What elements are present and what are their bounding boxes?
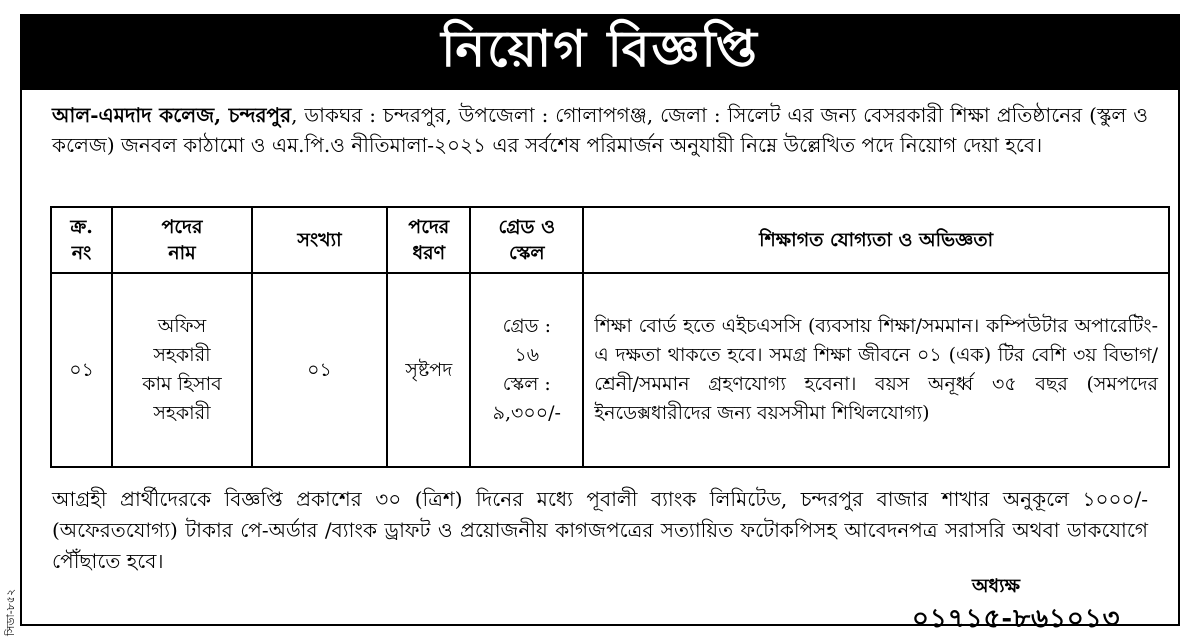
ad-title-banner — [22, 16, 1178, 90]
cell-grade-scale: গ্রেড : ১৬ স্কেল : ৯,৩০০/- — [470, 273, 583, 467]
header-serial: ক্র. নং — [51, 207, 112, 273]
header-post-type: পদের ধরণ — [387, 207, 470, 273]
cell-count: ০১ — [252, 273, 387, 467]
closing-paragraph: আগ্রহী প্রার্থীদেরকে বিজ্ঞপ্তি প্রকাশের ৩০ (ত্রিশ) দিনের মধ্যে পূবালী ব্যাংক লিমিটেড, চন্দরপুর বাজার শাখার অনুকূলে ১০০০/- (অফেরতযোগ্য) টাকার পে-অর্ডার /ব্যাংক ড্রাফট ও প্রয়োজনীয় কাগজপত্রের সত্যায়িত ফটোকপিসহ আবেদনপত্র সরাসরি অথবা ডাকযোগে পৌঁছাতে হবে। — [52, 487, 1148, 573]
header-count: সংখ্যা — [252, 207, 387, 273]
advertisement-frame — [20, 14, 1180, 634]
reference-code: সিডা-৮৫২ — [4, 588, 17, 636]
table-header-row — [51, 207, 1169, 273]
cell-post-type: সৃষ্টপদ — [387, 273, 470, 467]
institution-name: আল-এমদাদ কলেজ, চন্দরপুর — [52, 103, 292, 127]
contact-phone: ০১৭১৫-৮৬১০১৩ — [912, 604, 1121, 634]
intro-paragraph — [52, 100, 1148, 160]
ad-title: নিয়োগ বিজ্ঞপ্তি — [441, 18, 759, 78]
header-qualification: শিক্ষাগত যোগ্যতা ও অভিজ্ঞতা — [583, 207, 1169, 273]
signatory-title: অধ্যক্ষ — [972, 575, 1021, 597]
cell-serial: ০১ — [51, 273, 112, 467]
header-grade-scale: গ্রেড ও স্কেল — [470, 207, 583, 273]
position-table — [50, 206, 1170, 468]
header-post-name: পদের নাম — [112, 207, 252, 273]
cell-qualification: শিক্ষা বোর্ড হতে এইচএসসি (ব্যবসায় শিক্ষা/সমমান। কম্পিউটার অপারেটিং-এ দক্ষতা থাকতে হবে। সমগ্র শিক্ষা জীবনে ০১ (এক) টির বেশি ৩য় বিভাগ/শ্রেনী/সমমান গ্রহণযোগ্য হবেনা। বয়স অনূর্ধ্ব ৩৫ বছর (সমপদের ইনডেক্সধারীদের জন্য বয়সসীমা শিথিলযোগ্য) — [583, 273, 1169, 467]
intro-text: , ডাকঘর : চন্দরপুর, উপজেলা : গোলাপগঞ্জ, জেলা : সিলেট এর জন্য বেসরকারী শিক্ষা প্রতিষ্ঠানের (স্কুল ও কলেজ) জনবল কাঠামো ও এম.পি.ও নীতিমালা-২০২১ এর সর্বশেষ পরিমার্জন অনুযায়ী নিম্নে উল্লেখিত পদে নিয়োগ দেয়া হবে। — [52, 103, 1148, 157]
cell-post-name: অফিস সহকারী কাম হিসাব সহকারী — [112, 273, 252, 467]
table-row — [51, 273, 1169, 467]
